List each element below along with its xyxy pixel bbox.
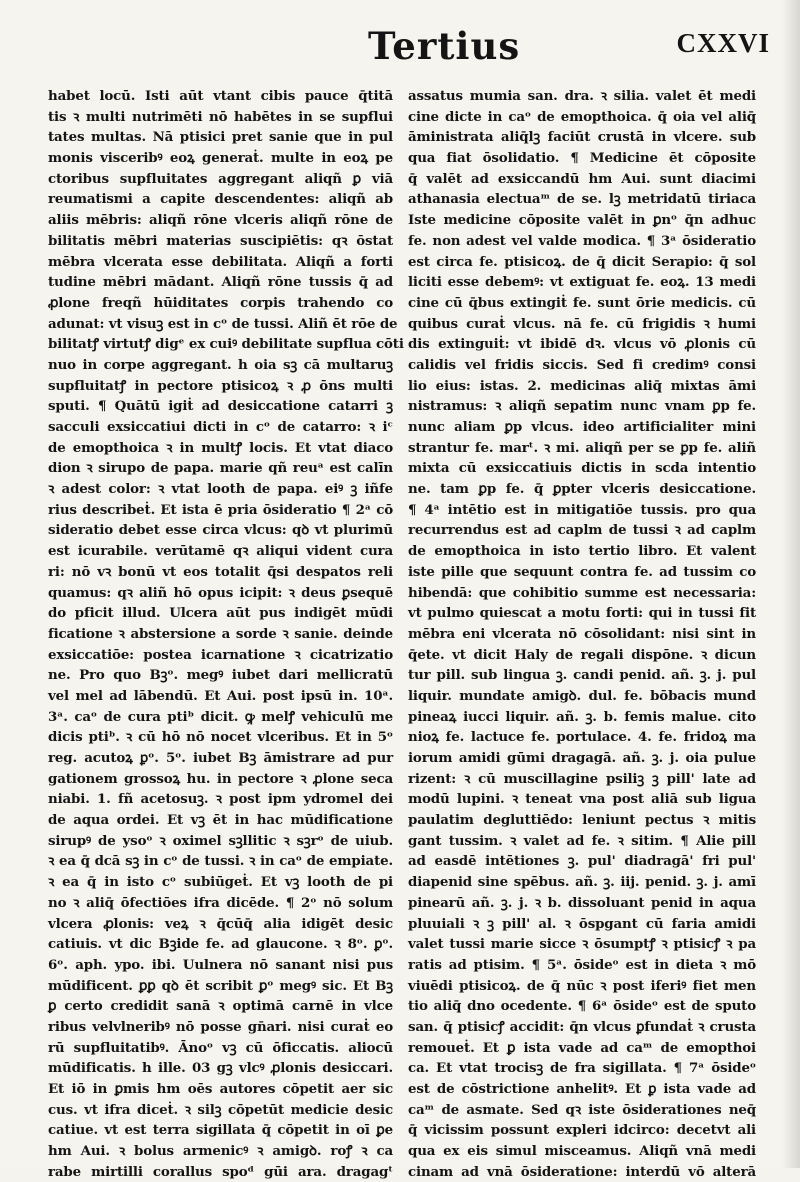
text-line: rizent: ꝛ cū muscillagine psiliꝫ ꝫ pill' late ad bbox=[408, 770, 756, 787]
text-line: ribus velvlneribꝰ nō posse gn̄ari. nisi curaṫ eo bbox=[48, 1018, 393, 1035]
text-line: Et iō in ꝑmis hm oēs autores cōpetit aer sic bbox=[48, 1081, 393, 1097]
text-line: Iste medicine cōposite valēt in ꝑnᵒ q̄n adhuc bbox=[408, 212, 756, 229]
text-line: est icurabile. verūtamē qꝛ aliqui vident cura bbox=[48, 543, 393, 560]
text-line: sacculi exsiccatiui dicti in cᵒ de catarro: ꝛ iᶜ bbox=[48, 419, 393, 435]
text-line: tio aliq̄ dno ocedente. ¶ 6ᵃ ōsideᵒ est de sputo bbox=[408, 998, 756, 1015]
text-line: de emopthoica in isto tertio libro. Et valent bbox=[408, 543, 756, 560]
text-line: reumatismi a capite descendentes: aliqñ ab bbox=[48, 191, 393, 208]
left-text-column bbox=[48, 86, 404, 1180]
text-line: q̄ete. vt dicit Haly de regali dispōne. ꝛ dicun bbox=[408, 646, 756, 663]
text-line: qua fiat ōsolidatio. ¶ Medicine ēt cōposite bbox=[408, 150, 756, 167]
text-line: bilitatꝭ virtutꝭ digᵉ ex cuiꝰ debilitate supflua cōti bbox=[48, 336, 404, 353]
text-line: hibendā: que cohibitio summe est necessaria: bbox=[408, 584, 756, 601]
text-line: pluuiali ꝛ ꝫ pill' al. ꝛ ōspgant cū faria amidi bbox=[408, 915, 756, 932]
text-line: iste pille que sequunt contra fe. ad tussim co bbox=[408, 563, 756, 580]
text-line: de emopthoica ꝛ in multꝭ locis. Et vtat diaco bbox=[48, 439, 393, 456]
text-line: vel mel ad lābendū. Et Aui. post ipsū in. 10ᵃ. bbox=[48, 687, 393, 704]
text-line: viuēdi ptisicoꝝ. de q̄ nūc ꝛ post iferiꝰ fiet men bbox=[408, 977, 756, 994]
text-line: bilitatis mēbri materias suscipiētis: qꝛ ōstat bbox=[48, 232, 393, 249]
text-line: ad easdē intētiones ꝫ. pul' diadragā' fri pul' bbox=[408, 853, 756, 870]
text-line: niabi. 1. fñ acetosuꝫ. ꝛ post ipm ydromel dei bbox=[48, 791, 393, 808]
text-line: ꝛ ea q̄ dcā sꝫ in cᵒ de tussi. ꝛ in caᵒ de empiate. bbox=[48, 853, 393, 870]
text-line: cus. vt ifra diceṫ. ꝛ silꝫ cōpetūt medicie desic bbox=[48, 1101, 393, 1118]
text-line: do pficit illud. Ulcera aūt pus indigēt mūdi bbox=[48, 605, 393, 622]
text-line: pinearū añ. ꝫ. j. ꝛ b. dissoluant penid in aqua bbox=[408, 894, 756, 911]
text-line: mixta cū exsiccatiuis dictis in scda intentio bbox=[408, 460, 756, 477]
text-line: ꝓlone freqñ hūiditates corpis trahendo co bbox=[48, 294, 393, 311]
text-line: paulatim degluttiēdo: leniunt pectus ꝛ mitis bbox=[408, 812, 756, 829]
text-line: 3ᵃ. caᵒ de cura ptiᵇ dicit. ꝙ melꝭ vehiculū me bbox=[48, 708, 393, 725]
text-line: gationem grossoꝝ hu. in pectore ꝛ ꝓlone seca bbox=[48, 770, 393, 787]
text-line: diapenid sine spēbus. añ. ꝫ. iij. penid. ꝫ. j. amī bbox=[408, 874, 756, 891]
text-line: no ꝛ aliq̄ ōfectiōes ifra dicēde. ¶ 2ᵒ nō solum bbox=[48, 894, 393, 911]
right-text-column bbox=[408, 86, 756, 1180]
text-line: ne. tam ꝑp fe. q̄ ꝑpter vlceris desiccatione. bbox=[408, 481, 756, 498]
text-line: monis visceribꝰ eoꝝ generaṫ. multe in eoꝝ pe bbox=[48, 150, 393, 167]
text-line: sputi. ¶ Quātū igiṫ ad desiccatione catarri ꝫ bbox=[48, 398, 393, 415]
text-line: est circa fe. ptisicoꝝ. de q̄ dicit Serapio: q̄ sol bbox=[408, 253, 756, 270]
text-line: lio eius: istas. 2. medicinas aliq̄ mixtas āmi bbox=[408, 377, 756, 394]
text-line: tur pill. sub lingua ꝫ. candi penid. añ. ꝫ. j. pul bbox=[408, 667, 756, 684]
text-line: iorum amidi gūmi dragagā. añ. ꝫ. j. oia pulue bbox=[408, 750, 756, 766]
text-line: q̄ vicissim possunt expleri idcirco: decetvt ali bbox=[408, 1122, 756, 1139]
text-line: liquir. mundate amigꝺ. dul. fe. bōbacis mund bbox=[408, 687, 756, 704]
text-line: athanasia electuaᵐ de se. lꝫ metridatū tiriaca bbox=[408, 191, 756, 208]
text-line: reg. acutoꝝ ꝑᵒ. 5ᵒ. iubet Bꝫ āmistrare ad pur bbox=[48, 750, 393, 766]
text-line: sideratio debet esse circa vlcus: qꝺ vt plurimū bbox=[48, 522, 393, 539]
text-line: dicis ptiᵇ. ꝛ cū hō nō nocet vlceribus. Et in 5ᵒ bbox=[48, 729, 393, 746]
text-line: pineaꝝ iucci liquir. añ. ꝫ. b. femis malue. cito bbox=[408, 708, 756, 725]
text-line: qua ex eis simul misceamus. Aliqñ vnā medi bbox=[408, 1143, 756, 1160]
text-line: mūdificatis. h ille. 03 gꝫ vlcꝰ ꝓlonis desiccari. bbox=[48, 1060, 393, 1077]
text-line: ¶ 4ᵃ intētio est in mitigatiōe tussis. pro qua bbox=[408, 501, 756, 518]
text-line: ratis ad ptisim. ¶ 5ᵃ. ōsideᵒ est in dieta ꝛ mō bbox=[408, 956, 756, 973]
text-line: mēbra vlcerata esse debilitata. Aliqñ a forti bbox=[48, 253, 393, 270]
text-line: rū supfluitatibꝰ. Ānoᵒ vꝫ cū ōficcatis. aliocū bbox=[48, 1039, 393, 1056]
text-line: cine dicte in caᵒ de emopthoica. q̄ oia vel aliq̄ bbox=[408, 108, 756, 125]
text-line: calidis vel fridis siccis. Sed fi credimꝰ consi bbox=[408, 356, 756, 373]
text-line: mūdificent. ꝑꝑ qꝺ ēt scribit ꝑᵒ megꝰ sic. Et Bꝫ bbox=[48, 977, 393, 994]
text-line: ne. Pro quo Bꝫᵒ. megꝰ iubet dari mellicratū bbox=[48, 667, 393, 684]
text-line: ri: nō vꝛ bonū vt eos totalit q̄si despatos reli bbox=[48, 563, 393, 580]
text-line: catiue. vt est terra sigillata q̄ cōpetit in oī ꝑe bbox=[48, 1122, 393, 1139]
text-line: habet locū. Isti aūt vtant cibis pauce q̄titā bbox=[48, 88, 393, 104]
text-line: hm Aui. ꝛ bolus armenicꝰ ꝛ amigꝺ. roꝭ ꝛ ca bbox=[48, 1143, 393, 1160]
text-line: quibus curaṫ vlcus. nā fe. cū frigidis ꝛ humi bbox=[408, 315, 756, 332]
text-line: ficatione ꝛ abstersione a sorde ꝛ sanie. deinde bbox=[48, 625, 393, 642]
text-line: recurrendus est ad caplm de tussi ꝛ ad caplm bbox=[408, 522, 756, 539]
text-line: nuo in corpe aggregant. h oia sꝫ cā multaruꝫ bbox=[48, 356, 393, 373]
text-line: exsiccatiōe: postea icarnatione ꝛ cicatrizatio bbox=[48, 646, 393, 663]
text-line: catiuis. vt dic Bꝫide fe. ad glaucone. ꝛ 8ᵒ. ꝑᵒ. bbox=[48, 936, 393, 953]
text-line: fe. non adest vel valde modica. ¶ 3ᵃ ōsideratio bbox=[408, 232, 756, 249]
text-line: liciti esse debemꝰ: vt extiguat fe. eoꝝ. 13 medi bbox=[408, 274, 756, 291]
text-line: vt pulmo quiescat a motu forti: qui in tussi fit bbox=[408, 605, 756, 622]
text-line: caᵐ de asmate. Sed qꝛ iste ōsiderationes neq̄ bbox=[408, 1101, 756, 1118]
text-line: sirupꝰ de ysoᵒ ꝛ oximel sꝫllitic ꝛ sꝫrᵒ de uiub. bbox=[48, 832, 393, 849]
text-line: ꝛ ea q̄ in isto cᵒ subiūgeṫ. Et vꝫ looth de pi bbox=[48, 874, 393, 891]
text-line: nistramus: ꝛ aliqñ sepatim nunc vnam ꝑp fe. bbox=[408, 398, 756, 415]
text-line: san. q̄ ptisicꝭ accidit: q̄n vlcus ꝑfundaṫ ꝛ crusta bbox=[408, 1018, 756, 1035]
text-line: assatus mumia san. dra. ꝛ silia. valet ēt medi bbox=[408, 88, 756, 104]
text-line: remoueṫ. Et ꝑ ista vade ad caᵐ de emopthoi bbox=[408, 1039, 756, 1056]
text-line: ꝛ adest color: ꝛ vtat looth de papa. eiꝰ ꝫ iñfe bbox=[48, 481, 393, 498]
text-line: cine cū q̄bus extingiṫ fe. sunt ōrie medicis. cū bbox=[408, 294, 756, 311]
text-line: rabe mirtilli corallus spoᵈ gūi ara. dragagᵗ bbox=[48, 1163, 393, 1180]
text-line: dis extinguiṫ: vt ibidē dꝛ. vlcus vō ꝓlonis cū bbox=[408, 336, 756, 353]
text-line: ꝑ certo credidit sanā ꝛ optimā carnē in vlce bbox=[48, 998, 393, 1015]
text-line: de aqua ordei. Et vꝫ ēt in hac mūdificatione bbox=[48, 812, 393, 829]
text-line: mēbra eni vlcerata nō cōsolidant: nisi sint in bbox=[408, 625, 756, 642]
text-line: cinam ad vnā ōsideratione: interdū vō alterā bbox=[408, 1163, 756, 1180]
text-line: supfluitatꝭ in pectore ptisicoꝝ ꝛ ꝓ ōns multi bbox=[48, 377, 393, 394]
text-line: quamus: qꝛ aliñ hō opus icipit: ꝛ deus ꝑsequē bbox=[48, 584, 393, 601]
text-line: strantur fe. marᵗ. ꝛ mi. aliqñ per se ꝑp fe. aliñ bbox=[408, 439, 756, 456]
text-line: adunat: vt visuꝫ est in cᵒ de tussi. Aliñ ēt rōe de bbox=[48, 315, 398, 332]
running-title: Tertius bbox=[368, 24, 521, 68]
text-line: tis ꝛ multi nutrimēti nō habētes in se supflui bbox=[48, 108, 393, 125]
text-line: gant tussim. ꝛ valet ad fe. ꝛ sitim. ¶ Alie pill bbox=[408, 832, 756, 849]
text-line: modū lupini. ꝛ teneat vna post aliā sub ligua bbox=[408, 791, 756, 808]
text-line: vlcera ꝓlonis: veꝝ ꝛ q̄cūq̄ alia idigēt desic bbox=[48, 915, 393, 932]
text-line: est de cōstrictione anhelitꝰ. Et ꝑ ista vade ad bbox=[408, 1081, 756, 1097]
text-line: q̄ valēt ad exsiccandū hm Aui. sunt diacimi bbox=[408, 170, 756, 187]
folio-number: CXXVI bbox=[676, 28, 770, 58]
text-line: aliis mēbris: aliqñ rōne vlceris aliqñ rōne de bbox=[48, 212, 393, 229]
text-line: rius describeṫ. Et ista ē pria ōsideratio ¶ 2ᵃ cō bbox=[48, 501, 393, 518]
text-line: nunc aliam ꝑp vlcus. ideo artificialiter mini bbox=[408, 419, 756, 435]
text-line: āministrata aliq̄lꝫ faciūt crustā in vlcere. sub bbox=[408, 129, 756, 146]
text-line: nioꝝ fe. lactuce fe. portulace. 4. fe. fridoꝝ ma bbox=[408, 729, 756, 746]
text-line: tates multas. Nā ptisici pret sanie que in pul bbox=[48, 129, 393, 146]
text-line: dion ꝛ sirupo de papa. marie qñ reuᵃ est calīn bbox=[48, 460, 393, 477]
text-line: tudine mēbri mādant. Aliqñ rōne tussis q̄ ad bbox=[48, 274, 393, 291]
text-line: 6ᵒ. aph. ypo. ibi. Uulnera nō sanant nisi pus bbox=[48, 956, 393, 973]
text-line: valet tussi marie sicce ꝛ ōsumptꝭ ꝛ ptisicꝭ ꝛ pa bbox=[408, 936, 756, 953]
text-line: ca. Et vtat trocisꝫ de fra sigillata. ¶ 7ᵃ ōsideᵒ bbox=[408, 1060, 756, 1077]
text-line: ctoribus supfluitates aggregant aliqñ ꝑ viā bbox=[48, 170, 393, 187]
